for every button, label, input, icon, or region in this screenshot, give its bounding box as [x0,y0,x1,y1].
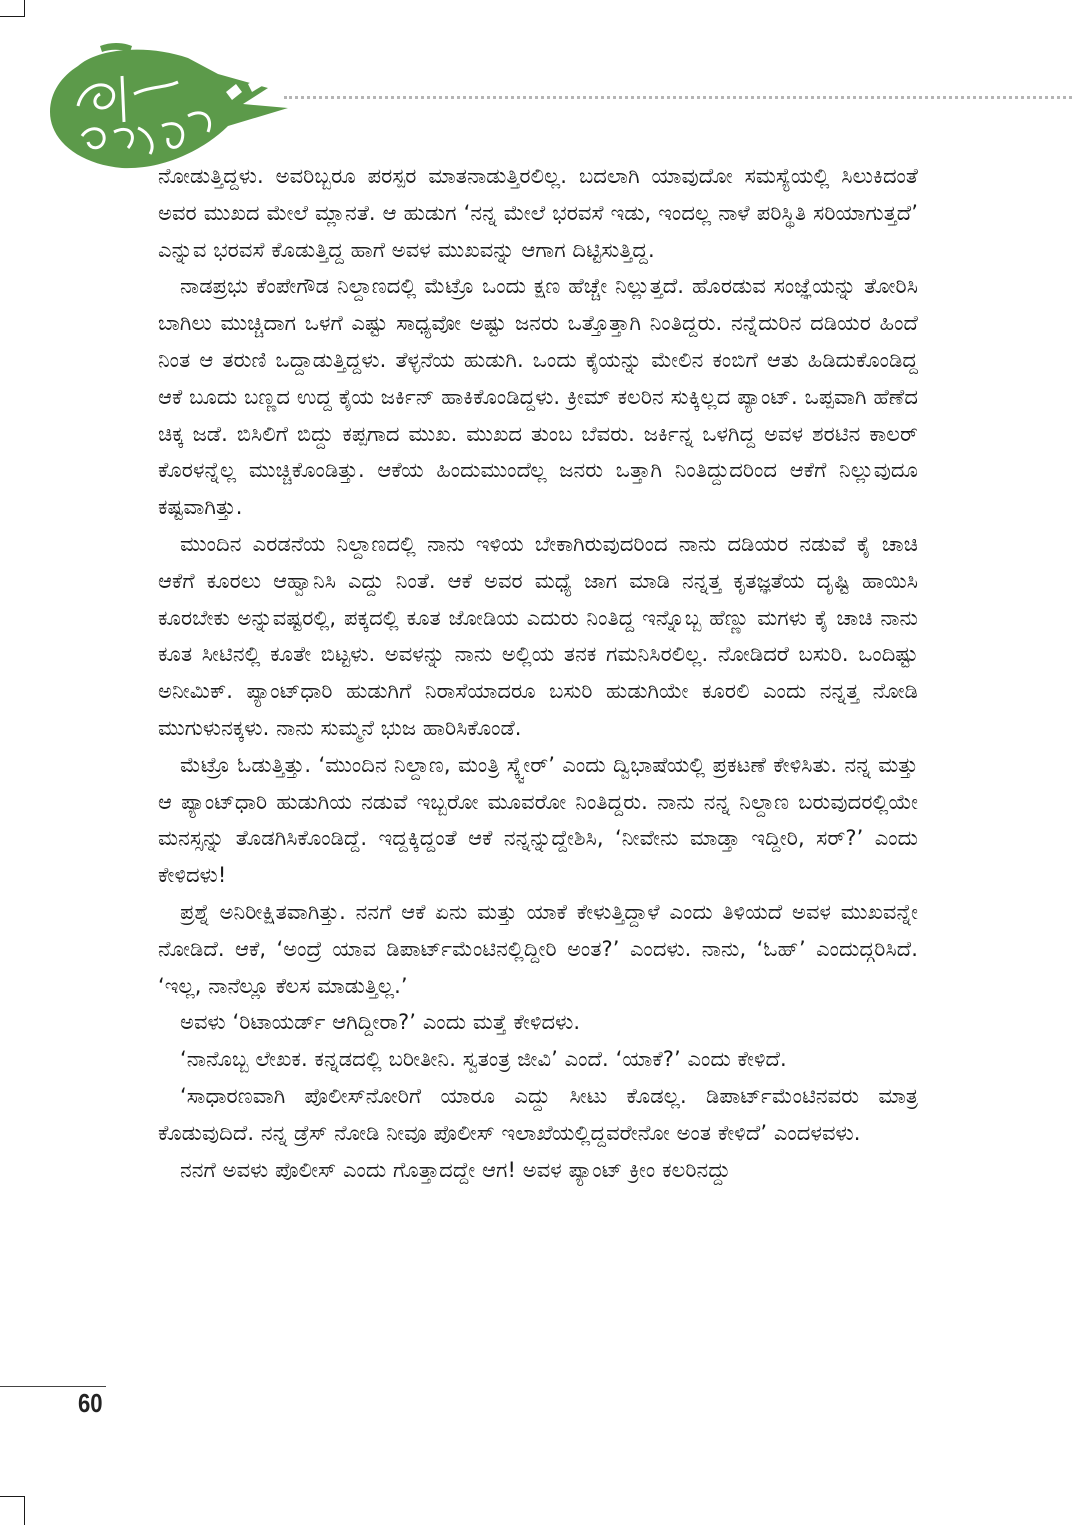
leaf-banner-logo [38,36,288,176]
story-body [158,158,918,1188]
paragraph: ನನಗೆ ಅವಳು ಪೊಲೀಸ್ ಎಂದು ಗೊತ್ತಾದದ್ದೇ ಆಗ! ಅವಳ ಪ್ಯಾಂಟ್ ಕ್ರೀಂ ಕಲರಿನದ್ದು [180,1157,731,1182]
crop-mark-bottom-v [24,1496,25,1525]
paragraph: ಮುಂದಿನ ಎರಡನೆಯ ನಿಲ್ದಾಣದಲ್ಲಿ ನಾನು ಇಳಿಯ ಬೇಕಾಗಿರುವುದರಿಂದ ನಾನು ದಡಿಯರ ನಡುವೆ ಕೈ ಚಾಚಿ ಆಕೆಗೆ ಕೂರಲು ಆಹ್ವಾನಿಸಿ ಎದ್ದು ನಿಂತೆ. ಆಕೆ ಅವರ ಮಧ್ಯೆ ಜಾಗ ಮಾಡಿ ನನ್ನತ್ತ ಕೃತಜ್ಞತೆಯ ದೃಷ್ಟಿ ಹಾಯಿಸಿ ಕೂರಬೇಕು ಅನ್ನುವಷ್ಟರಲ್ಲಿ, ಪಕ್ಕದಲ್ಲಿ ಕೂತ ಜೋಡಿಯ ಎದುರು ನಿಂತಿದ್ದ ಇನ್ನೊಬ್ಬ ಹೆಣ್ಣು ಮಗಳು ಕೈ ಚಾಚಿ ನಾನು ಕೂತ ಸೀಟಿನಲ್ಲಿ ಕೂತೇ ಬಿಟ್ಟಳು. ಅವಳನ್ನು ನಾನು ಅಲ್ಲಿಯ ತನಕ ಗಮನಿಸಿರಲಿಲ್ಲ. ನೋಡಿದರೆ ಬಸುರಿ. ಒಂದಿಷ್ಟು ಅನೀಮಿಕ್. ಪ್ಯಾಂಟ್‌ಧಾರಿ ಹುಡುಗಿಗೆ ನಿರಾಸೆಯಾದರೂ ಬಸುರಿ ಹುಡುಗಿಯೇ ಕೂರಲಿ ಎಂದು ನನ್ನತ್ತ ನೋಡಿ ಮುಗುಳುನಕ್ಕಳು. ನಾನು ಸುಮ್ಮನೆ ಭುಜ ಹಾರಿಸಿಕೊಂಡೆ. [158,531,918,740]
crop-mark-bottom-h [0,1496,24,1497]
header-dotted-rule [284,96,1072,99]
paragraph: ನಾಡಪ್ರಭು ಕೆಂಪೇಗೌಡ ನಿಲ್ದಾಣದಲ್ಲಿ ಮೆಟ್ರೊ ಒಂದು ಕ್ಷಣ ಹೆಚ್ಚೇ ನಿಲ್ಲುತ್ತದೆ. ಹೊರಡುವ ಸಂಜ್ಞೆಯನ್ನು ತೋರಿಸಿ ಬಾಗಿಲು ಮುಚ್ಚಿದಾಗ ಒಳಗೆ ಎಷ್ಟು ಸಾಧ್ಯವೋ ಅಷ್ಟು ಜನರು ಒತ್ತೊತ್ತಾಗಿ ನಿಂತಿದ್ದರು. ನನ್ನೆದುರಿನ ದಡಿಯರ ಹಿಂದೆ ನಿಂತ ಆ ತರುಣಿ ಒದ್ದಾಡುತ್ತಿದ್ದಳು. ತೆಳ್ಳನೆಯ ಹುಡುಗಿ. ಒಂದು ಕೈಯನ್ನು ಮೇಲಿನ ಕಂಬಿಗೆ ಆತು ಹಿಡಿದುಕೊಂಡಿದ್ದ ಆಕೆ ಬೂದು ಬಣ್ಣದ ಉದ್ದ ಕೈಯ ಜರ್ಕಿನ್ ಹಾಕಿಕೊಂಡಿದ್ದಳು. ಕ್ರೀಮ್ ಕಲರಿನ ಸುಕ್ಕಿಲ್ಲದ ಪ್ಯಾಂಟ್. ಒಪ್ಪವಾಗಿ ಹೆಣೆದ ಚಿಕ್ಕ ಜಡೆ. ಬಿಸಿಲಿಗೆ ಬಿದ್ದು ಕಪ್ಪಗಾದ ಮುಖ. ಮುಖದ ತುಂಬ ಬೆವರು. ಜರ್ಕಿನ್ನ ಒಳಗಿದ್ದ ಅವಳ ಶರಟಿನ ಕಾಲರ್ ಕೊರಳನ್ನೆಲ್ಲ ಮುಚ್ಚಿಕೊಂಡಿತ್ತು. ಆಕೆಯ ಹಿಂದುಮುಂದೆಲ್ಲ ಜನರು ಒತ್ತಾಗಿ ನಿಂತಿದ್ದುದರಿಂದ ಆಕೆಗೆ ನಿಲ್ಲುವುದೂ ಕಷ್ಟವಾಗಿತ್ತು. [158,274,918,520]
paragraph: ‘ನಾನೊಬ್ಬ ಲೇಖಕ. ಕನ್ನಡದಲ್ಲಿ ಬರೀತೀನಿ. ಸ್ವತಂತ್ರ ಜೀವಿ’ ಎಂದೆ. ‘ಯಾಕೆ?’ ಎಂದು ಕೇಳಿದೆ. [180,1047,787,1072]
page-number: 60 [78,1388,103,1418]
paragraph: ‘ಸಾಧಾರಣವಾಗಿ ಪೊಲೀಸ್‌ನೋರಿಗೆ ಯಾರೂ ಎದ್ದು ಸೀಟು ಕೊಡಲ್ಲ. ಡಿಪಾರ್ಟ್‌ಮೆಂಟಿನವರು ಮಾತ್ರ ಕೊಡುವುದಿದೆ. ನನ್ನ ಡ್ರೆಸ್ ನೋಡಿ ನೀವೂ ಪೊಲೀಸ್ ಇಲಾಖೆಯಲ್ಲಿದ್ದವರೇನೋ ಅಂತ ಕೇಳಿದೆ’ ಎಂದಳವಳು. [158,1083,918,1145]
paragraph: ಪ್ರಶ್ನೆ ಅನಿರೀಕ್ಷಿತವಾಗಿತ್ತು. ನನಗೆ ಆಕೆ ಏನು ಮತ್ತು ಯಾಕೆ ಕೇಳುತ್ತಿದ್ದಾಳೆ ಎಂದು ತಿಳಿಯದೆ ಅವಳ ಮುಖವನ್ನೇ ನೋಡಿದೆ. ಆಕೆ, ‘ಅಂದ್ರೆ ಯಾವ ಡಿಪಾರ್ಟ್‌ಮೆಂಟಿನಲ್ಲಿದ್ದೀರಿ ಅಂತ?’ ಎಂದಳು. ನಾನು, ‘ಓಹ್’ ಎಂದುದ್ಗರಿಸಿದೆ. ‘ಇಲ್ಲ, ನಾನೆಲ್ಲೂ ಕೆಲಸ ಮಾಡುತ್ತಿಲ್ಲ.’ [158,899,918,998]
paragraph: ನೋಡುತ್ತಿದ್ದಳು. ಅವರಿಬ್ಬರೂ ಪರಸ್ಪರ ಮಾತನಾಡುತ್ತಿರಲಿಲ್ಲ. ಬದಲಾಗಿ ಯಾವುದೋ ಸಮಸ್ಯೆಯಲ್ಲಿ ಸಿಲುಕಿದಂತೆ ಅವರ ಮುಖದ ಮೇಲೆ ಮ್ಲಾನತೆ. ಆ ಹುಡುಗ ‘ನನ್ನ ಮೇಲೆ ಭರವಸೆ ಇಡು, ಇಂದಲ್ಲ ನಾಳೆ ಪರಿಸ್ಥಿತಿ ಸರಿಯಾಗುತ್ತದೆ’ ಎನ್ನುವ ಭರವಸೆ ಕೊಡುತ್ತಿದ್ದ ಹಾಗೆ ಅವಳ ಮುಖವನ್ನು ಆಗಾಗ ದಿಟ್ಟಿಸುತ್ತಿದ್ದ. [158,164,918,262]
crop-mark-top-h [0,16,24,17]
paragraph: ಮೆಟ್ರೊ ಓಡುತ್ತಿತ್ತು. ‘ಮುಂದಿನ ನಿಲ್ದಾಣ, ಮಂತ್ರಿ ಸ್ಕ್ವೇರ್’ ಎಂದು ದ್ವಿಭಾಷೆಯಲ್ಲಿ ಪ್ರಕಟಣೆ ಕೇಳಿಸಿತು. ನನ್ನ ಮತ್ತು ಆ ಪ್ಯಾಂಟ್‌ಧಾರಿ ಹುಡುಗಿಯ ನಡುವೆ ಇಬ್ಬರೋ ಮೂವರೋ ನಿಂತಿದ್ದರು. ನಾನು ನನ್ನ ನಿಲ್ದಾಣ ಬರುವುದರಲ್ಲಿಯೇ ಮನಸ್ಸನ್ನು ತೊಡಗಿಸಿಕೊಂಡಿದ್ದೆ. ಇದ್ದಕ್ಕಿದ್ದಂತೆ ಆಕೆ ನನ್ನನ್ನುದ್ದೇಶಿಸಿ, ‘ನೀವೇನು ಮಾಡ್ತಾ ಇದ್ದೀರಿ, ಸರ್?’ ಎಂದು ಕೇಳಿದಳು! [158,752,918,888]
paragraph: ಅವಳು ‘ರಿಟಾಯರ್ಡ್ ಆಗಿದ್ದೀರಾ?’ ಎಂದು ಮತ್ತೆ ಕೇಳಿದಳು. [180,1010,581,1035]
folio-rule [0,1386,106,1387]
crop-mark-top-v [24,0,25,17]
